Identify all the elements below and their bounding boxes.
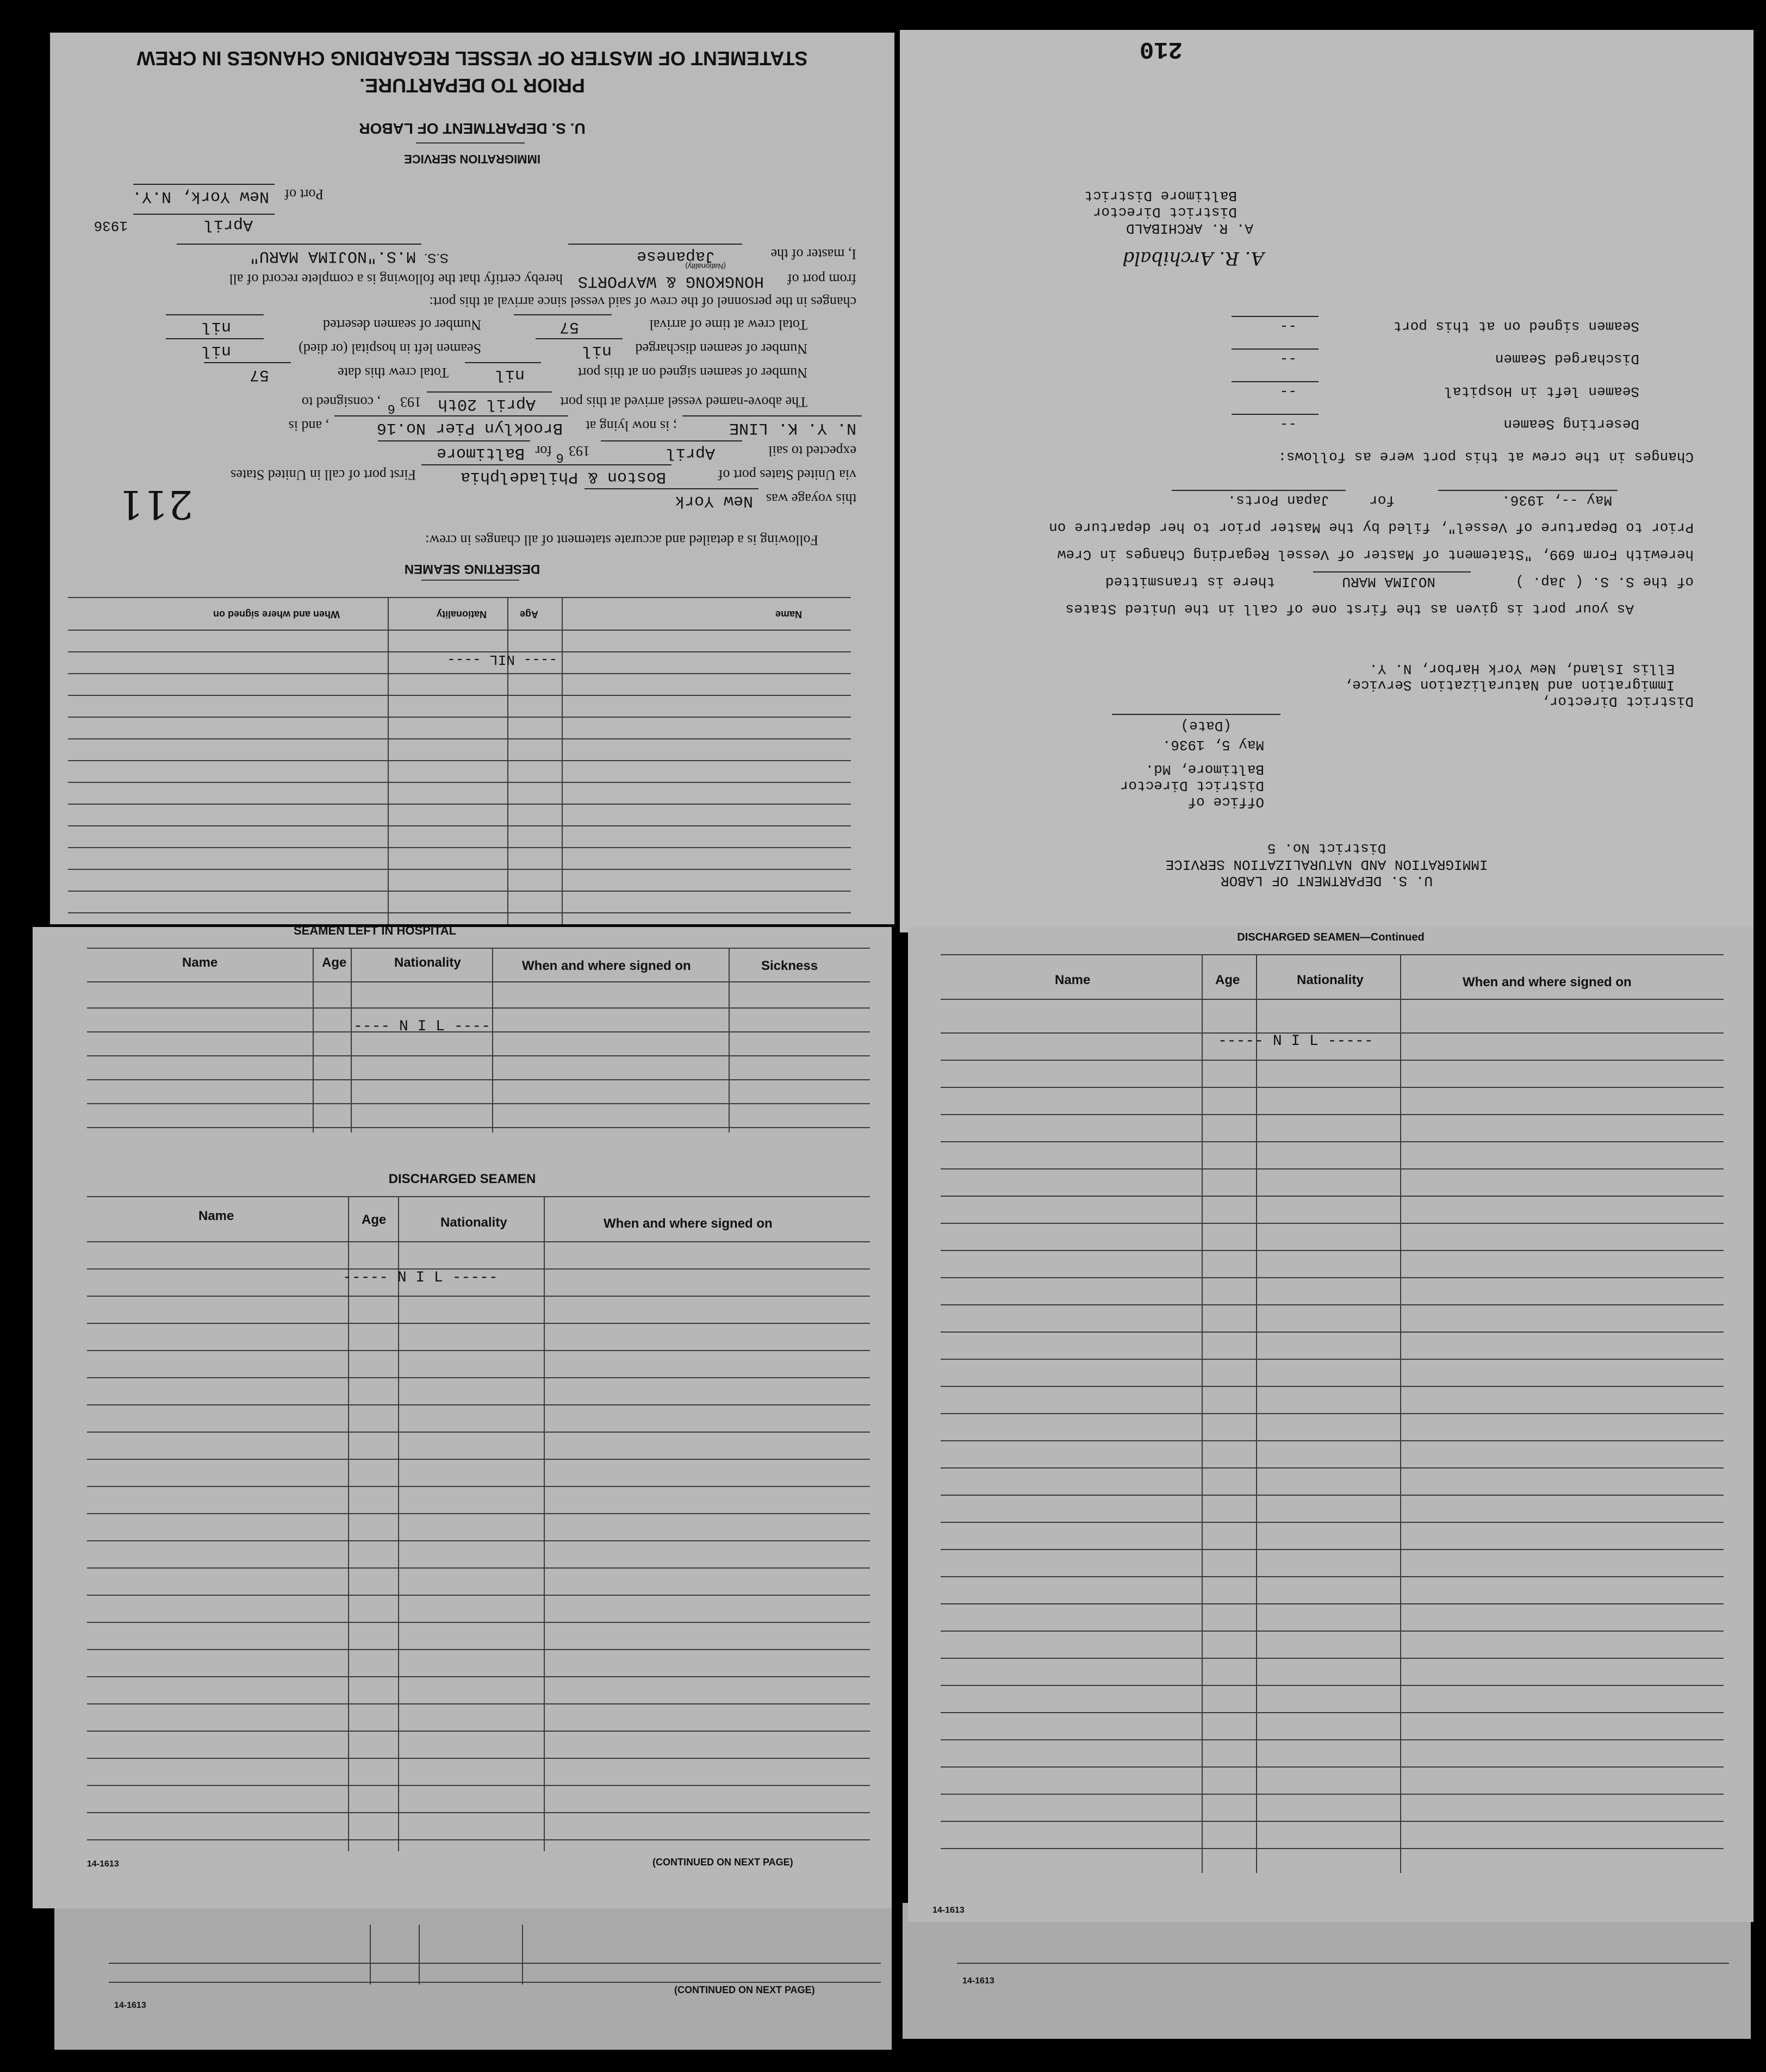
- crew-form-right-page: [908, 927, 1753, 1922]
- letter-date: May 5, 1936.: [1162, 737, 1264, 753]
- discharged-value: nil: [582, 341, 612, 360]
- vessel-prefix: S.S.: [424, 251, 449, 265]
- and-is-label: , and is: [288, 418, 329, 434]
- hospital-nil: ---- N I L ----: [353, 1018, 491, 1035]
- letter-body-line1: As your port is given as the first one of call in the United States: [1065, 601, 1634, 617]
- vessel-name: M.S."NOJIMA MARU": [249, 247, 416, 265]
- letter-vessel-name: NOJIMA MARU: [1342, 574, 1435, 590]
- from-port-value: HONGKONG & WAYPORTS: [577, 272, 764, 290]
- addressee-line2: Immigration and Naturalization Service,: [1344, 677, 1675, 693]
- change-deserting-label: Deserting Seamen: [1503, 416, 1639, 432]
- letter-body-line2c: there is transmitted: [1105, 574, 1275, 590]
- consigned-label: , consigned to: [301, 394, 381, 410]
- hospital-title: SEAMEN LEFT IN HOSPITAL: [294, 924, 457, 937]
- deserting-col-nationality: Nationality: [436, 609, 487, 620]
- discharged-col-signed-on: When and where signed on: [604, 1216, 773, 1231]
- addressee-line1: District Director,: [1541, 693, 1694, 710]
- hospital-col-name: Name: [182, 955, 218, 970]
- continued-col-name: Name: [1055, 973, 1091, 987]
- port-of-label: Port of: [284, 186, 324, 202]
- letter-body-line2a: of the S. S. ( Jap. ): [1515, 574, 1694, 590]
- now-lying-label: ; is now lying at: [586, 418, 677, 434]
- continued-col-signed-on: When and where signed on: [1463, 975, 1632, 990]
- continued-note: (CONTINUED ON NEXT PAGE): [652, 1857, 793, 1868]
- letter-destination: Japan Ports.: [1227, 492, 1329, 508]
- for-port: Baltimore: [436, 444, 525, 462]
- signatory-title: District Director: [1092, 204, 1237, 220]
- office-line3: Baltimore, Md.: [1145, 761, 1264, 777]
- total-crew-arrival-label: Total crew at time of arrival: [649, 317, 807, 333]
- via-ports: Boston & Philadelphia: [460, 468, 666, 486]
- certify-text: hereby certify that the following is a complete record of all: [229, 271, 563, 287]
- expected-year-digit: 6: [556, 450, 564, 464]
- discharged-col-age: Age: [362, 1212, 387, 1227]
- letter-body-line3: herewith Form 699, "Statement of Master of Vessel Regarding Changes in Crew: [1057, 546, 1694, 563]
- change-hospital-label: Seamen left in Hospital: [1444, 383, 1639, 400]
- hospital-col-age: Age: [322, 955, 347, 970]
- total-crew-arrival-value: 57: [559, 318, 579, 336]
- change-signed-on-value: --: [1279, 318, 1297, 334]
- report-year: 1936: [94, 217, 128, 234]
- deserting-col-name: Name: [775, 609, 802, 620]
- total-crew-date-value: 57: [249, 365, 269, 384]
- arrived-label: The above-named vessel arrived at this port: [560, 394, 807, 410]
- discharged-continued-title: DISCHARGED SEAMEN—Continued: [1237, 931, 1425, 943]
- hospital-value: nil: [201, 341, 231, 360]
- handwritten-page-number: 211: [118, 482, 193, 527]
- signed-on-label: Number of seamen signed on at this port: [577, 365, 807, 381]
- discharged-title: DISCHARGED SEAMEN: [388, 1172, 536, 1186]
- arrived-year-digit: 6: [387, 401, 395, 415]
- changes-text: changes in the personnel of the crew of said vessel since arrival at this port:: [429, 294, 856, 310]
- nationality-caption: (Nationality): [685, 262, 726, 271]
- transmittal-letter: [900, 30, 1753, 932]
- via-label: via United States port of: [718, 467, 856, 483]
- form-number-right: 14-1613: [932, 1906, 965, 1915]
- addressee-line3: Ellis Island, New York Harbor, N. Y.: [1369, 661, 1675, 677]
- hospital-col-signed-on: When and where signed on: [522, 959, 691, 973]
- change-deserting-value: --: [1279, 416, 1297, 432]
- letter-header-district: District No. 5: [1267, 840, 1386, 856]
- change-discharged-value: --: [1279, 351, 1297, 367]
- continued-col-nationality: Nationality: [1297, 973, 1364, 987]
- statement-title: STATEMENT OF MASTER OF VESSEL REGARDING CHANGES IN CREW: [136, 47, 808, 70]
- arrived-year-prefix: 193: [400, 394, 421, 410]
- discharged-col-name: Name: [198, 1209, 234, 1223]
- change-signed-on-label: Seamen signed on at this port: [1393, 318, 1639, 334]
- expected-year-prefix: 193: [569, 443, 590, 459]
- signatory-name: A. R. ARCHIBALD: [1125, 220, 1253, 237]
- office-line1: Office of: [1187, 794, 1264, 810]
- office-line2: District Director: [1120, 777, 1264, 794]
- continued-col-age: Age: [1215, 973, 1240, 987]
- discharged-label: Number of seamen discharged: [635, 341, 807, 357]
- discharged-col-nationality: Nationality: [440, 1215, 507, 1230]
- discharged-nil: ----- N I L -----: [343, 1270, 498, 1286]
- consignee: N. Y. K. LINE: [729, 419, 856, 437]
- change-hospital-value: --: [1279, 383, 1297, 400]
- letter-departure-date: May --, 1936.: [1502, 492, 1612, 508]
- from-port-label: from port of: [787, 271, 856, 287]
- stamped-page-number: 210: [1139, 35, 1183, 63]
- port-of-value: New York, N.Y.: [132, 187, 269, 206]
- deserted-label: Number of seamen deserted: [323, 317, 481, 333]
- crew-form-left-page: [33, 924, 892, 1908]
- back-form-number-right: 14-1613: [962, 1976, 994, 1986]
- letter-for: for: [1369, 492, 1395, 508]
- changes-intro: Changes in the crew at this port were as follows:: [1278, 449, 1694, 465]
- first-port-label: First port of call in United States: [231, 467, 416, 483]
- letter-body-line4: Prior to Departure of Vessel", filed by the Master prior to her departure on: [1049, 519, 1694, 536]
- statement-subtitle: PRIOR TO DEPARTURE.: [359, 74, 585, 97]
- total-crew-date-label: Total crew this date: [338, 365, 449, 381]
- deserting-col-signed-on: When and where signed on: [213, 609, 340, 620]
- letter-header-service: IMMIGRATION AND NATURALIZATION SERVICE: [1165, 856, 1488, 873]
- agency-name: U. S. DEPARTMENT OF LABOR: [359, 120, 586, 137]
- first-port-value: New York: [674, 491, 753, 510]
- master-nationality: Japanese: [636, 247, 715, 265]
- master-label: I, master of the: [770, 246, 856, 262]
- back-form-number-left: 14-1613: [114, 2001, 146, 2010]
- agency-service: IMMIGRATION SERVICE: [404, 152, 540, 166]
- form-number-left: 14-1613: [87, 1859, 119, 1869]
- expected-label: expected to sail: [768, 443, 856, 459]
- report-month: April: [203, 215, 253, 234]
- deserted-value: nil: [201, 318, 231, 336]
- hospital-col-sickness: Sickness: [761, 959, 818, 973]
- date-caption: (Date): [1180, 718, 1232, 734]
- signed-on-value: nil: [495, 365, 525, 384]
- expected-month: April: [666, 444, 715, 462]
- letter-header-dept: U. S. DEPARTMENT OF LABOR: [1220, 873, 1433, 889]
- back-sheet-right: [903, 1903, 1751, 2039]
- arrived-date: April 20th: [437, 395, 536, 413]
- continued-nil: ----- N I L -----: [1218, 1033, 1373, 1050]
- deserting-title: DESERTING SEAMEN: [404, 562, 540, 576]
- back-continued-note: (CONTINUED ON NEXT PAGE): [674, 1984, 815, 1995]
- director-signature: A. R. Archibald: [1122, 247, 1264, 269]
- master-statement-form: [50, 33, 894, 924]
- deserting-col-age: Age: [519, 609, 538, 620]
- back-sheet-left: [54, 1903, 892, 2050]
- for-label: for: [535, 443, 552, 459]
- this-voyage-label: this voyage was: [766, 491, 856, 507]
- signatory-district: Baltimore District: [1084, 188, 1237, 204]
- change-discharged-label: Discharged Seamen: [1495, 351, 1639, 367]
- hospital-label: Seamen left in hospital (or died): [299, 341, 481, 357]
- following-text: Following is a detailed and accurate statement of all changes in crew:: [425, 532, 818, 548]
- deserting-nil: ---- NIL ----: [447, 651, 557, 668]
- pier-value: Brooklyn Pier No.16: [376, 419, 563, 437]
- hospital-col-nationality: Nationality: [394, 955, 461, 970]
